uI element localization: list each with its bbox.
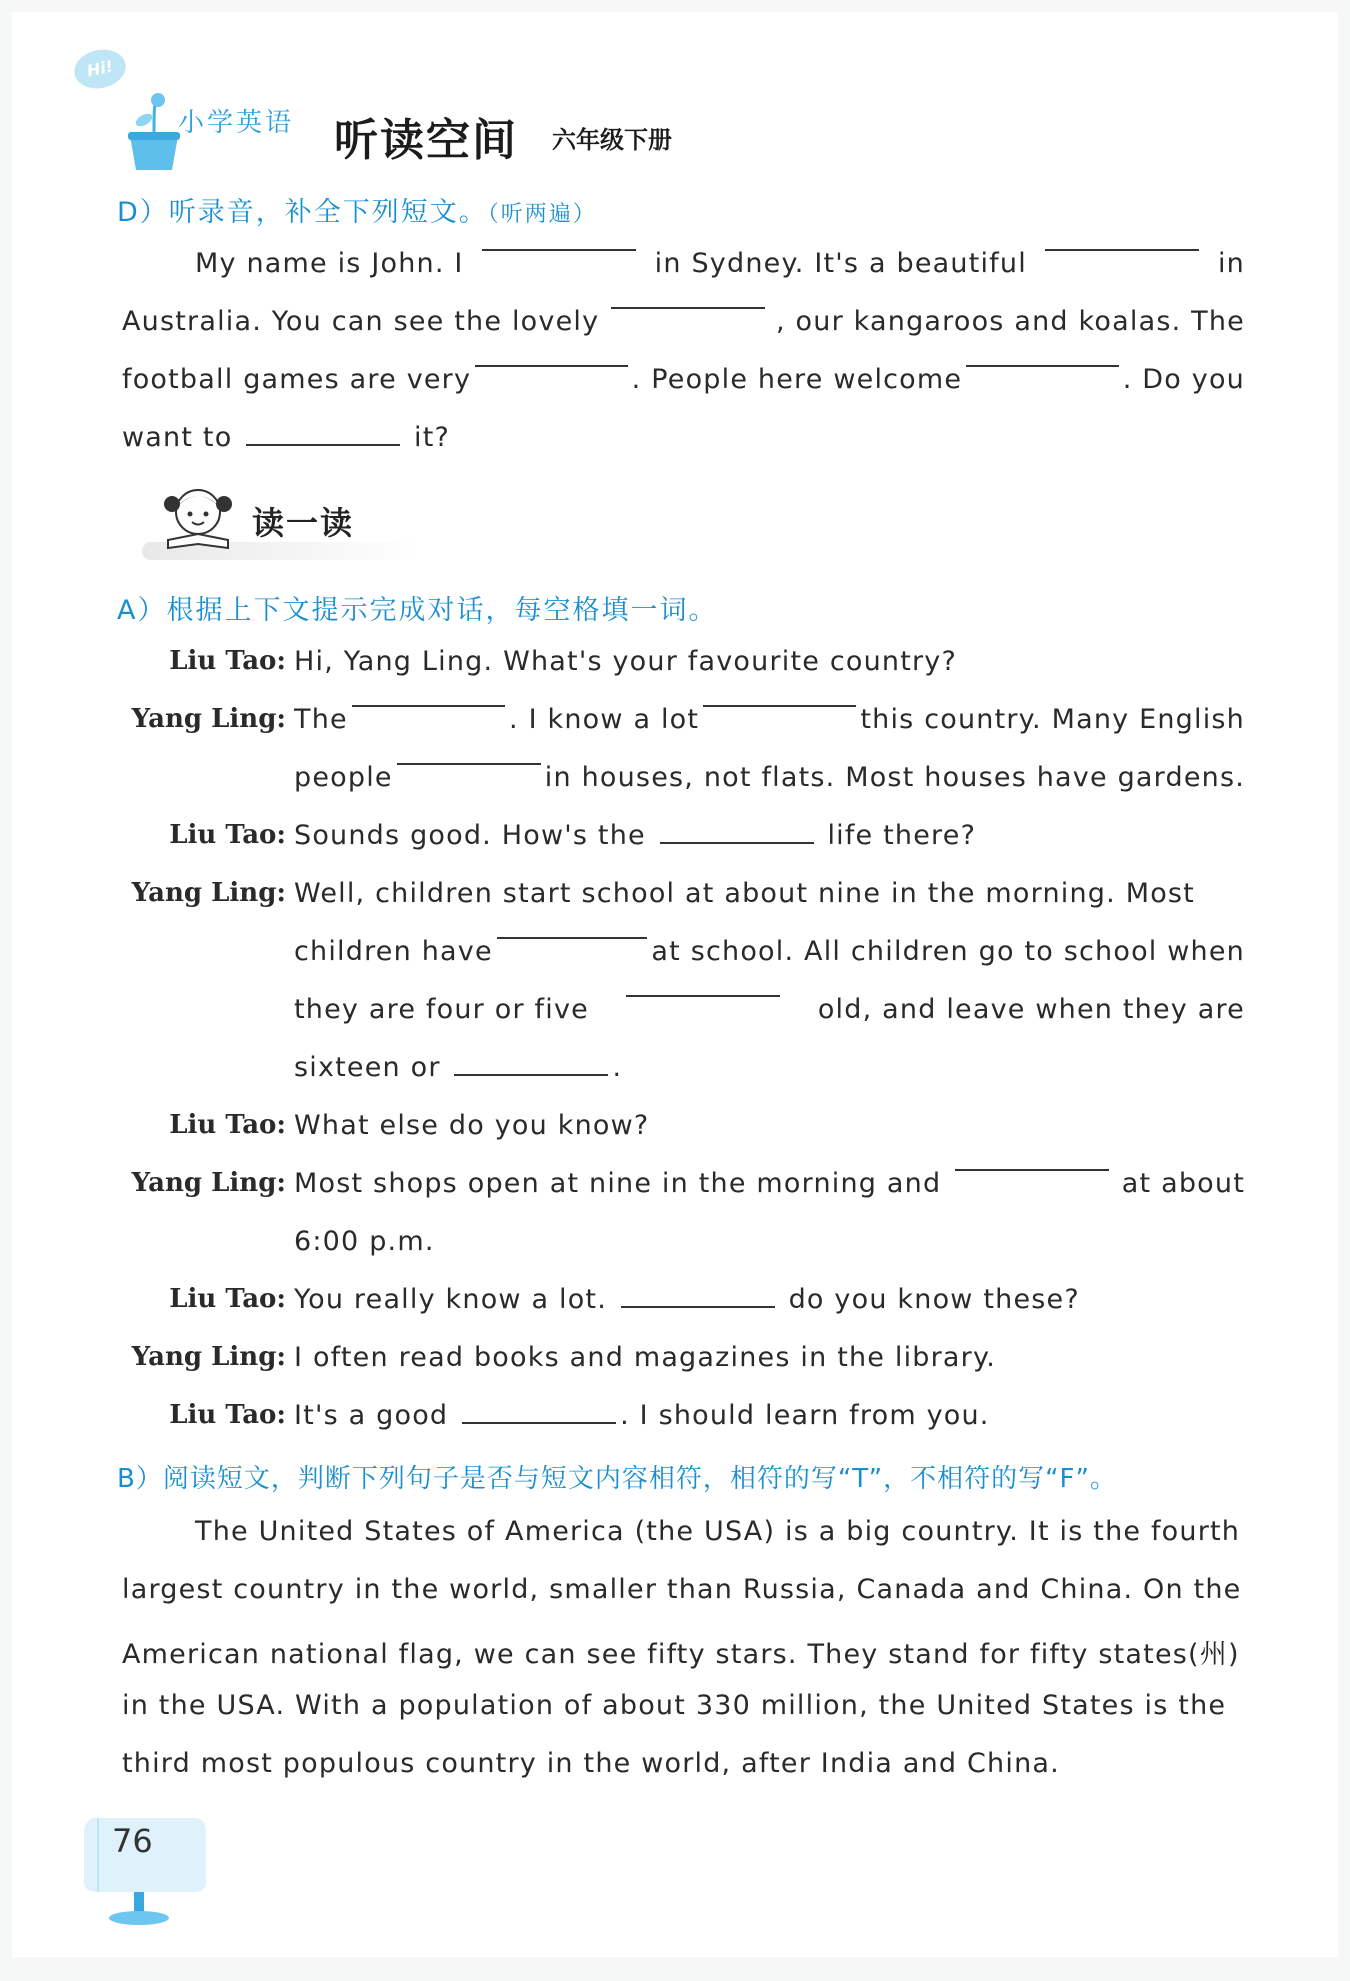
dialogue-line [294,1342,996,1373]
dialogue-text: this country. Many English [860,704,1245,735]
passage-text: in [1217,248,1245,279]
reading-line [122,1574,1245,1605]
section-d-heading: D）听录音，补全下列短文。 [117,197,488,228]
dialogue-line [294,1110,649,1141]
passage-text: in Sydney. It's a beautiful [654,248,1027,279]
answer-blank[interactable] [621,1305,775,1308]
answer-blank[interactable] [1045,248,1199,251]
dialogue-text: Sounds good. How's the [294,820,646,851]
dialogue-text: What else do you know? [294,1110,650,1141]
passage-line [122,306,1245,337]
dialogue-line [294,1052,622,1083]
passage-text: want to [122,422,233,453]
dialogue-text: Most shops open at nine in the morning and [294,1168,942,1199]
page-number: 76 [112,1822,153,1860]
dialogue-line [294,1226,435,1257]
dialogue-text: at about [1121,1168,1245,1199]
speaker-label: Yang Ling: [131,1342,286,1372]
section-a-title: A）根据上下文提示完成对话，每空格填一词。 [117,595,718,626]
dialogue-text: Hi, Yang Ling. What's your favourite country? [294,646,958,677]
dialogue-text: people [294,762,393,793]
flower-pot-icon [124,92,184,172]
reading-line [122,1690,1245,1721]
speaker-label: Yang Ling: [131,1168,286,1198]
speaker-label: Liu Tao: [169,820,286,850]
dialogue-line [294,704,1245,735]
dialogue-text: 6:00 p.m. [294,1226,435,1257]
section-d-note: （听两遍） [487,202,597,227]
dialogue-text: children have [294,936,493,967]
answer-blank[interactable] [454,1073,608,1076]
dialogue-text: at school. All children go to school when [651,936,1245,967]
series-title: 小学英语 [178,108,295,138]
dialogue-text: do you know these? [788,1284,1080,1315]
dialogue-line [294,646,957,677]
girl-reading-icon [150,482,246,554]
dialogue-text: in houses, not flats. Most houses have gardens. [544,762,1245,793]
dialogue-line [294,1168,1245,1199]
answer-blank[interactable] [703,704,856,707]
dialogue-line [294,1284,1080,1315]
section-d-title [117,190,597,229]
dialogue-line [294,878,1245,909]
passage-text: . People here welcome [631,364,963,395]
dialogue-line [294,820,976,851]
answer-blank[interactable] [462,1421,616,1424]
answer-blank[interactable] [966,364,1119,367]
reading-text: third most populous country in the world, after India and China. [122,1748,1060,1779]
dialogue-line [294,994,1245,1025]
read-section-header [142,482,422,562]
grade-label: 六年级下册 [552,126,672,154]
passage-line [122,422,450,453]
answer-blank[interactable] [497,936,648,939]
speaker-label: Liu Tao: [169,1284,286,1314]
answer-blank[interactable] [482,248,636,251]
reading-text: American national flag, we can see fifty stars. They stand for fifty states(州) [122,1639,1240,1670]
dialogue-text: The [294,704,348,735]
answer-blank[interactable] [246,443,400,446]
reading-text: The United States of America (the USA) is a big country. It is the fourth [195,1516,1241,1547]
dialogue-text: . [612,1052,623,1083]
speaker-label: Yang Ling: [131,878,286,908]
speaker-label: Liu Tao: [169,1110,286,1140]
dialogue-line [294,1400,990,1431]
passage-line [195,248,1245,279]
passage-text: it? [414,422,451,453]
section-b-title: B）阅读短文，判断下列句子是否与短文内容相符，相符的写“T”，不相符的写“F”。 [117,1464,1117,1494]
speaker-label: Liu Tao: [169,646,286,676]
passage-text: , our kangaroos and koalas. The [775,306,1245,337]
reading-line [122,1748,1245,1779]
dialogue-text: You really know a lot. [294,1284,607,1315]
dialogue-text: It's a good [294,1400,449,1431]
brand-title: 听读空间 [334,115,518,166]
dialogue-text: . I should learn from you. [620,1400,990,1431]
passage-line [122,364,1245,395]
dialogue-text: . I know a lot [509,704,700,735]
dialogue-text: old, and leave when they are [817,994,1245,1025]
answer-blank[interactable] [626,994,780,997]
dialogue-text: life there? [827,820,977,851]
passage-text: football games are very [122,364,472,395]
dialogue-line [294,762,1245,793]
dialogue-text: Well, children start school at about nine in the morning. Most [294,878,1195,909]
passage-text: . Do you [1122,364,1245,395]
passage-text: Australia. You can see the lovely [122,306,600,337]
speaker-label: Yang Ling: [131,704,286,734]
reading-text: in the USA. With a population of about 330 million, the United States is the [122,1690,1227,1721]
read-section-title: 读一读 [252,504,355,542]
dialogue-text: they are four or five [294,994,589,1025]
answer-blank[interactable] [611,306,765,309]
answer-blank[interactable] [955,1168,1109,1171]
dialogue-text: sixteen or [294,1052,441,1083]
hi-badge: Hi! [71,45,130,93]
reading-line [195,1516,1245,1547]
answer-blank[interactable] [660,841,814,844]
speaker-label: Liu Tao: [169,1400,286,1430]
answer-blank[interactable] [352,704,505,707]
answer-blank[interactable] [475,364,628,367]
reading-text: largest country in the world, smaller than Russia, Canada and China. On the [122,1574,1242,1605]
dialogue-text: I often read books and magazines in the library. [294,1342,997,1373]
workbook-page [12,12,1338,1957]
answer-blank[interactable] [397,762,541,765]
reading-line [122,1632,1245,1671]
page-header [62,42,762,172]
passage-text: My name is John. I [195,248,464,279]
dialogue-line [294,936,1245,967]
